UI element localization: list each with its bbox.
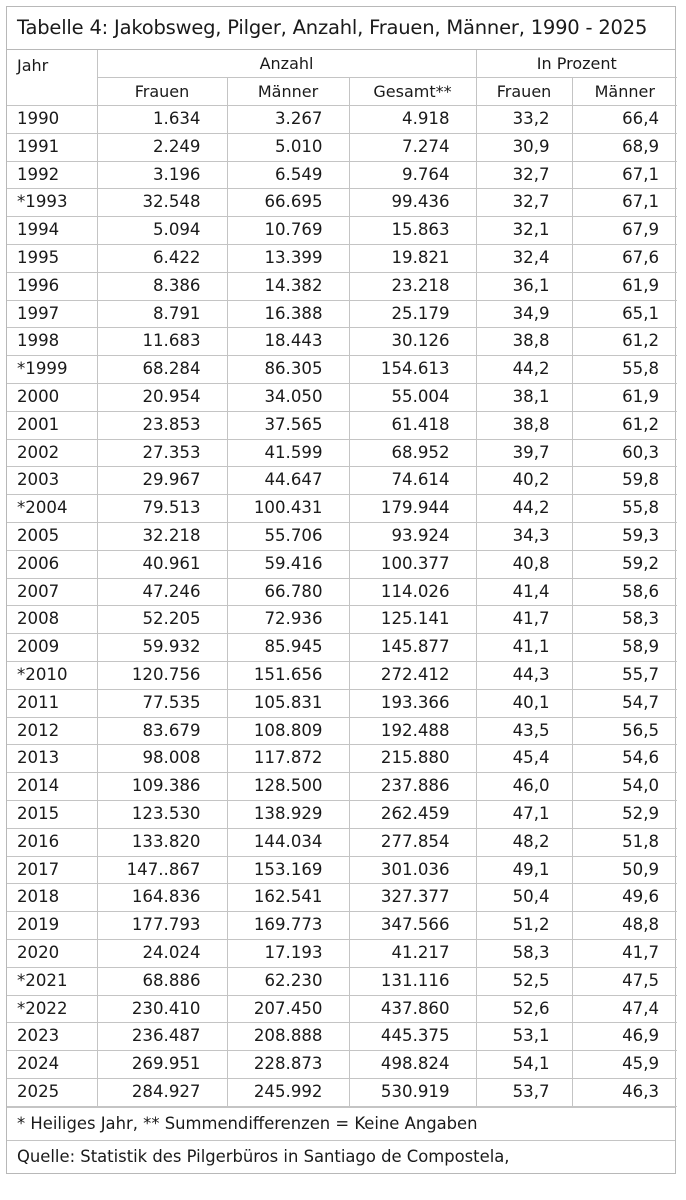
cell-prozent-frauen: 54,1 [476, 1051, 572, 1079]
cell-jahr: 2017 [7, 856, 97, 884]
cell-prozent-maenner: 46,9 [572, 1023, 677, 1051]
cell-frauen: 8.791 [97, 300, 227, 328]
cell-gesamt: 192.488 [349, 717, 476, 745]
cell-prozent-frauen: 53,1 [476, 1023, 572, 1051]
cell-jahr: 2002 [7, 439, 97, 467]
table-row [7, 161, 677, 189]
cell-frauen: 98.008 [97, 745, 227, 773]
cell-frauen: 52.205 [97, 606, 227, 634]
cell-frauen: 29.967 [97, 467, 227, 495]
cell-prozent-frauen: 34,3 [476, 522, 572, 550]
cell-gesamt: 93.924 [349, 522, 476, 550]
cell-frauen: 8.386 [97, 272, 227, 300]
cell-prozent-maenner: 54,6 [572, 745, 677, 773]
cell-prozent-maenner: 66,4 [572, 106, 677, 134]
cell-prozent-maenner: 67,1 [572, 189, 677, 217]
table-body [7, 106, 677, 1107]
cell-maenner: 17.193 [227, 939, 349, 967]
cell-maenner: 14.382 [227, 272, 349, 300]
table-row [7, 828, 677, 856]
cell-prozent-frauen: 52,6 [476, 995, 572, 1023]
footnote: * Heiliges Jahr, ** Summendifferenzen = Keine Angaben [7, 1107, 675, 1140]
table-row [7, 606, 677, 634]
cell-frauen: 68.886 [97, 967, 227, 995]
cell-prozent-maenner: 55,7 [572, 661, 677, 689]
cell-maenner: 13.399 [227, 244, 349, 272]
cell-maenner: 86.305 [227, 356, 349, 384]
cell-gesamt: 61.418 [349, 411, 476, 439]
header-in-prozent: In Prozent [476, 50, 677, 78]
cell-prozent-frauen: 48,2 [476, 828, 572, 856]
table-row [7, 328, 677, 356]
cell-prozent-maenner: 65,1 [572, 300, 677, 328]
cell-prozent-maenner: 46,3 [572, 1078, 677, 1106]
cell-prozent-maenner: 48,8 [572, 912, 677, 940]
cell-frauen: 2.249 [97, 133, 227, 161]
cell-prozent-maenner: 59,2 [572, 550, 677, 578]
table-row [7, 1051, 677, 1079]
header-row-columns [7, 78, 677, 106]
cell-jahr: 1992 [7, 161, 97, 189]
cell-prozent-maenner: 45,9 [572, 1051, 677, 1079]
cell-prozent-maenner: 58,9 [572, 634, 677, 662]
cell-prozent-frauen: 32,4 [476, 244, 572, 272]
cell-jahr: 2009 [7, 634, 97, 662]
cell-maenner: 117.872 [227, 745, 349, 773]
cell-prozent-maenner: 50,9 [572, 856, 677, 884]
table-row [7, 773, 677, 801]
cell-gesamt: 68.952 [349, 439, 476, 467]
cell-jahr: *2021 [7, 967, 97, 995]
cell-maenner: 62.230 [227, 967, 349, 995]
cell-prozent-frauen: 32,7 [476, 161, 572, 189]
cell-prozent-frauen: 40,1 [476, 689, 572, 717]
cell-jahr: 1997 [7, 300, 97, 328]
cell-frauen: 20.954 [97, 383, 227, 411]
cell-prozent-frauen: 38,1 [476, 383, 572, 411]
cell-maenner: 100.431 [227, 495, 349, 523]
cell-frauen: 123.530 [97, 800, 227, 828]
cell-prozent-maenner: 49,6 [572, 884, 677, 912]
cell-gesamt: 23.218 [349, 272, 476, 300]
cell-gesamt: 530.919 [349, 1078, 476, 1106]
cell-maenner: 138.929 [227, 800, 349, 828]
cell-gesamt: 25.179 [349, 300, 476, 328]
table-row [7, 1078, 677, 1106]
header-row-groups [7, 50, 677, 78]
cell-prozent-frauen: 51,2 [476, 912, 572, 940]
cell-gesamt: 99.436 [349, 189, 476, 217]
cell-maenner: 66.780 [227, 578, 349, 606]
cell-prozent-frauen: 41,1 [476, 634, 572, 662]
cell-gesamt: 55.004 [349, 383, 476, 411]
cell-jahr: 2019 [7, 912, 97, 940]
cell-gesamt: 193.366 [349, 689, 476, 717]
header-gesamt: Gesamt** [349, 78, 476, 106]
cell-jahr: 2015 [7, 800, 97, 828]
cell-maenner: 245.992 [227, 1078, 349, 1106]
cell-prozent-maenner: 67,9 [572, 217, 677, 245]
cell-jahr: 2020 [7, 939, 97, 967]
cell-prozent-maenner: 58,6 [572, 578, 677, 606]
cell-frauen: 177.793 [97, 912, 227, 940]
cell-maenner: 55.706 [227, 522, 349, 550]
cell-frauen: 147..867 [97, 856, 227, 884]
cell-gesamt: 154.613 [349, 356, 476, 384]
cell-prozent-frauen: 43,5 [476, 717, 572, 745]
cell-frauen: 109.386 [97, 773, 227, 801]
cell-gesamt: 215.880 [349, 745, 476, 773]
cell-frauen: 133.820 [97, 828, 227, 856]
cell-frauen: 32.218 [97, 522, 227, 550]
cell-maenner: 41.599 [227, 439, 349, 467]
cell-maenner: 18.443 [227, 328, 349, 356]
cell-frauen: 27.353 [97, 439, 227, 467]
cell-prozent-frauen: 49,1 [476, 856, 572, 884]
cell-prozent-maenner: 59,8 [572, 467, 677, 495]
cell-prozent-frauen: 41,7 [476, 606, 572, 634]
cell-frauen: 68.284 [97, 356, 227, 384]
cell-gesamt: 131.116 [349, 967, 476, 995]
table-row [7, 106, 677, 134]
cell-jahr: 2023 [7, 1023, 97, 1051]
cell-frauen: 269.951 [97, 1051, 227, 1079]
cell-frauen: 284.927 [97, 1078, 227, 1106]
cell-maenner: 151.656 [227, 661, 349, 689]
cell-gesamt: 15.863 [349, 217, 476, 245]
header-maenner: Männer [227, 78, 349, 106]
cell-prozent-frauen: 52,5 [476, 967, 572, 995]
cell-prozent-frauen: 45,4 [476, 745, 572, 773]
cell-jahr: 1998 [7, 328, 97, 356]
cell-maenner: 72.936 [227, 606, 349, 634]
cell-frauen: 236.487 [97, 1023, 227, 1051]
table-row [7, 800, 677, 828]
cell-gesamt: 347.566 [349, 912, 476, 940]
cell-jahr: 2012 [7, 717, 97, 745]
cell-maenner: 208.888 [227, 1023, 349, 1051]
cell-gesamt: 179.944 [349, 495, 476, 523]
cell-prozent-maenner: 60,3 [572, 439, 677, 467]
cell-frauen: 47.246 [97, 578, 227, 606]
cell-prozent-maenner: 54,0 [572, 773, 677, 801]
cell-jahr: 2006 [7, 550, 97, 578]
cell-jahr: 2000 [7, 383, 97, 411]
table-row [7, 495, 677, 523]
cell-maenner: 207.450 [227, 995, 349, 1023]
cell-frauen: 11.683 [97, 328, 227, 356]
header-jahr: Jahr [7, 50, 97, 106]
cell-prozent-frauen: 40,2 [476, 467, 572, 495]
cell-prozent-maenner: 56,5 [572, 717, 677, 745]
cell-frauen: 3.196 [97, 161, 227, 189]
cell-jahr: 1995 [7, 244, 97, 272]
cell-prozent-frauen: 36,1 [476, 272, 572, 300]
cell-prozent-frauen: 34,9 [476, 300, 572, 328]
cell-gesamt: 30.126 [349, 328, 476, 356]
cell-maenner: 144.034 [227, 828, 349, 856]
cell-maenner: 37.565 [227, 411, 349, 439]
table-row [7, 439, 677, 467]
cell-frauen: 1.634 [97, 106, 227, 134]
cell-jahr: 1991 [7, 133, 97, 161]
cell-frauen: 23.853 [97, 411, 227, 439]
cell-frauen: 5.094 [97, 217, 227, 245]
cell-frauen: 83.679 [97, 717, 227, 745]
cell-prozent-maenner: 61,9 [572, 272, 677, 300]
cell-prozent-maenner: 61,2 [572, 411, 677, 439]
table-row [7, 912, 677, 940]
cell-prozent-maenner: 47,5 [572, 967, 677, 995]
table-row [7, 661, 677, 689]
cell-maenner: 34.050 [227, 383, 349, 411]
cell-jahr: *2022 [7, 995, 97, 1023]
cell-frauen: 6.422 [97, 244, 227, 272]
cell-gesamt: 145.877 [349, 634, 476, 662]
table-row [7, 467, 677, 495]
cell-maenner: 5.010 [227, 133, 349, 161]
cell-jahr: *2010 [7, 661, 97, 689]
cell-maenner: 85.945 [227, 634, 349, 662]
table-row [7, 244, 677, 272]
cell-jahr: *1999 [7, 356, 97, 384]
table-row [7, 745, 677, 773]
cell-prozent-frauen: 39,7 [476, 439, 572, 467]
table-row [7, 411, 677, 439]
cell-prozent-maenner: 41,7 [572, 939, 677, 967]
table-row [7, 272, 677, 300]
cell-gesamt: 277.854 [349, 828, 476, 856]
cell-prozent-frauen: 53,7 [476, 1078, 572, 1106]
cell-jahr: 2024 [7, 1051, 97, 1079]
table-row [7, 550, 677, 578]
table-row [7, 856, 677, 884]
cell-frauen: 77.535 [97, 689, 227, 717]
cell-gesamt: 125.141 [349, 606, 476, 634]
cell-gesamt: 437.860 [349, 995, 476, 1023]
cell-gesamt: 114.026 [349, 578, 476, 606]
cell-jahr: 2018 [7, 884, 97, 912]
table-row [7, 1023, 677, 1051]
cell-jahr: 2008 [7, 606, 97, 634]
cell-maenner: 66.695 [227, 189, 349, 217]
cell-prozent-frauen: 46,0 [476, 773, 572, 801]
cell-frauen: 79.513 [97, 495, 227, 523]
cell-gesamt: 301.036 [349, 856, 476, 884]
cell-prozent-frauen: 33,2 [476, 106, 572, 134]
table-row [7, 634, 677, 662]
cell-prozent-frauen: 30,9 [476, 133, 572, 161]
cell-maenner: 16.388 [227, 300, 349, 328]
cell-maenner: 162.541 [227, 884, 349, 912]
cell-gesamt: 327.377 [349, 884, 476, 912]
cell-jahr: 1994 [7, 217, 97, 245]
cell-frauen: 230.410 [97, 995, 227, 1023]
cell-prozent-frauen: 50,4 [476, 884, 572, 912]
cell-gesamt: 237.886 [349, 773, 476, 801]
cell-prozent-maenner: 68,9 [572, 133, 677, 161]
cell-maenner: 3.267 [227, 106, 349, 134]
cell-prozent-frauen: 44,2 [476, 356, 572, 384]
table-row [7, 189, 677, 217]
table-title: Tabelle 4: Jakobsweg, Pilger, Anzahl, Frauen, Männer, 1990 - 2025 [7, 7, 675, 50]
cell-frauen: 59.932 [97, 634, 227, 662]
table-row [7, 578, 677, 606]
cell-prozent-frauen: 32,7 [476, 189, 572, 217]
cell-jahr: *2004 [7, 495, 97, 523]
table-row [7, 217, 677, 245]
cell-gesamt: 498.824 [349, 1051, 476, 1079]
cell-gesamt: 262.459 [349, 800, 476, 828]
cell-prozent-frauen: 32,1 [476, 217, 572, 245]
cell-frauen: 164.836 [97, 884, 227, 912]
cell-prozent-frauen: 44,3 [476, 661, 572, 689]
cell-gesamt: 9.764 [349, 161, 476, 189]
cell-maenner: 228.873 [227, 1051, 349, 1079]
cell-prozent-maenner: 55,8 [572, 495, 677, 523]
table-row [7, 939, 677, 967]
header-anzahl: Anzahl [97, 50, 476, 78]
cell-maenner: 128.500 [227, 773, 349, 801]
cell-gesamt: 4.918 [349, 106, 476, 134]
cell-prozent-maenner: 52,9 [572, 800, 677, 828]
cell-maenner: 59.416 [227, 550, 349, 578]
cell-prozent-maenner: 47,4 [572, 995, 677, 1023]
table-row [7, 689, 677, 717]
header-frauen: Frauen [97, 78, 227, 106]
table-row [7, 717, 677, 745]
cell-prozent-maenner: 55,8 [572, 356, 677, 384]
cell-jahr: 2007 [7, 578, 97, 606]
table-row [7, 522, 677, 550]
cell-prozent-maenner: 67,1 [572, 161, 677, 189]
cell-jahr: 2025 [7, 1078, 97, 1106]
pilgrim-statistics-table [6, 6, 676, 1174]
cell-gesamt: 272.412 [349, 661, 476, 689]
cell-maenner: 10.769 [227, 217, 349, 245]
cell-prozent-frauen: 58,3 [476, 939, 572, 967]
table-row [7, 383, 677, 411]
cell-prozent-maenner: 61,9 [572, 383, 677, 411]
table-row [7, 884, 677, 912]
cell-jahr: 2013 [7, 745, 97, 773]
data-table [7, 50, 677, 1107]
header-prozent-maenner: Männer [572, 78, 677, 106]
cell-gesamt: 445.375 [349, 1023, 476, 1051]
cell-maenner: 169.773 [227, 912, 349, 940]
cell-prozent-maenner: 67,6 [572, 244, 677, 272]
cell-maenner: 6.549 [227, 161, 349, 189]
cell-jahr: *1993 [7, 189, 97, 217]
cell-maenner: 108.809 [227, 717, 349, 745]
cell-jahr: 2005 [7, 522, 97, 550]
cell-maenner: 44.647 [227, 467, 349, 495]
cell-jahr: 2001 [7, 411, 97, 439]
cell-frauen: 24.024 [97, 939, 227, 967]
cell-jahr: 1996 [7, 272, 97, 300]
cell-gesamt: 7.274 [349, 133, 476, 161]
cell-prozent-frauen: 41,4 [476, 578, 572, 606]
cell-prozent-maenner: 59,3 [572, 522, 677, 550]
cell-jahr: 2016 [7, 828, 97, 856]
table-row [7, 356, 677, 384]
cell-prozent-frauen: 40,8 [476, 550, 572, 578]
table-row [7, 995, 677, 1023]
cell-jahr: 1990 [7, 106, 97, 134]
cell-prozent-frauen: 38,8 [476, 328, 572, 356]
cell-gesamt: 19.821 [349, 244, 476, 272]
table-row [7, 967, 677, 995]
source-note: Quelle: Statistik des Pilgerbüros in Santiago de Compostela, [7, 1140, 675, 1173]
cell-frauen: 40.961 [97, 550, 227, 578]
cell-gesamt: 100.377 [349, 550, 476, 578]
cell-maenner: 153.169 [227, 856, 349, 884]
cell-gesamt: 74.614 [349, 467, 476, 495]
cell-prozent-frauen: 47,1 [476, 800, 572, 828]
header-prozent-frauen: Frauen [476, 78, 572, 106]
cell-prozent-frauen: 38,8 [476, 411, 572, 439]
cell-prozent-frauen: 44,2 [476, 495, 572, 523]
cell-jahr: 2014 [7, 773, 97, 801]
table-row [7, 133, 677, 161]
cell-prozent-maenner: 51,8 [572, 828, 677, 856]
cell-prozent-maenner: 58,3 [572, 606, 677, 634]
cell-frauen: 120.756 [97, 661, 227, 689]
cell-prozent-maenner: 61,2 [572, 328, 677, 356]
cell-jahr: 2011 [7, 689, 97, 717]
cell-frauen: 32.548 [97, 189, 227, 217]
cell-maenner: 105.831 [227, 689, 349, 717]
table-row [7, 300, 677, 328]
cell-jahr: 2003 [7, 467, 97, 495]
cell-prozent-maenner: 54,7 [572, 689, 677, 717]
cell-gesamt: 41.217 [349, 939, 476, 967]
